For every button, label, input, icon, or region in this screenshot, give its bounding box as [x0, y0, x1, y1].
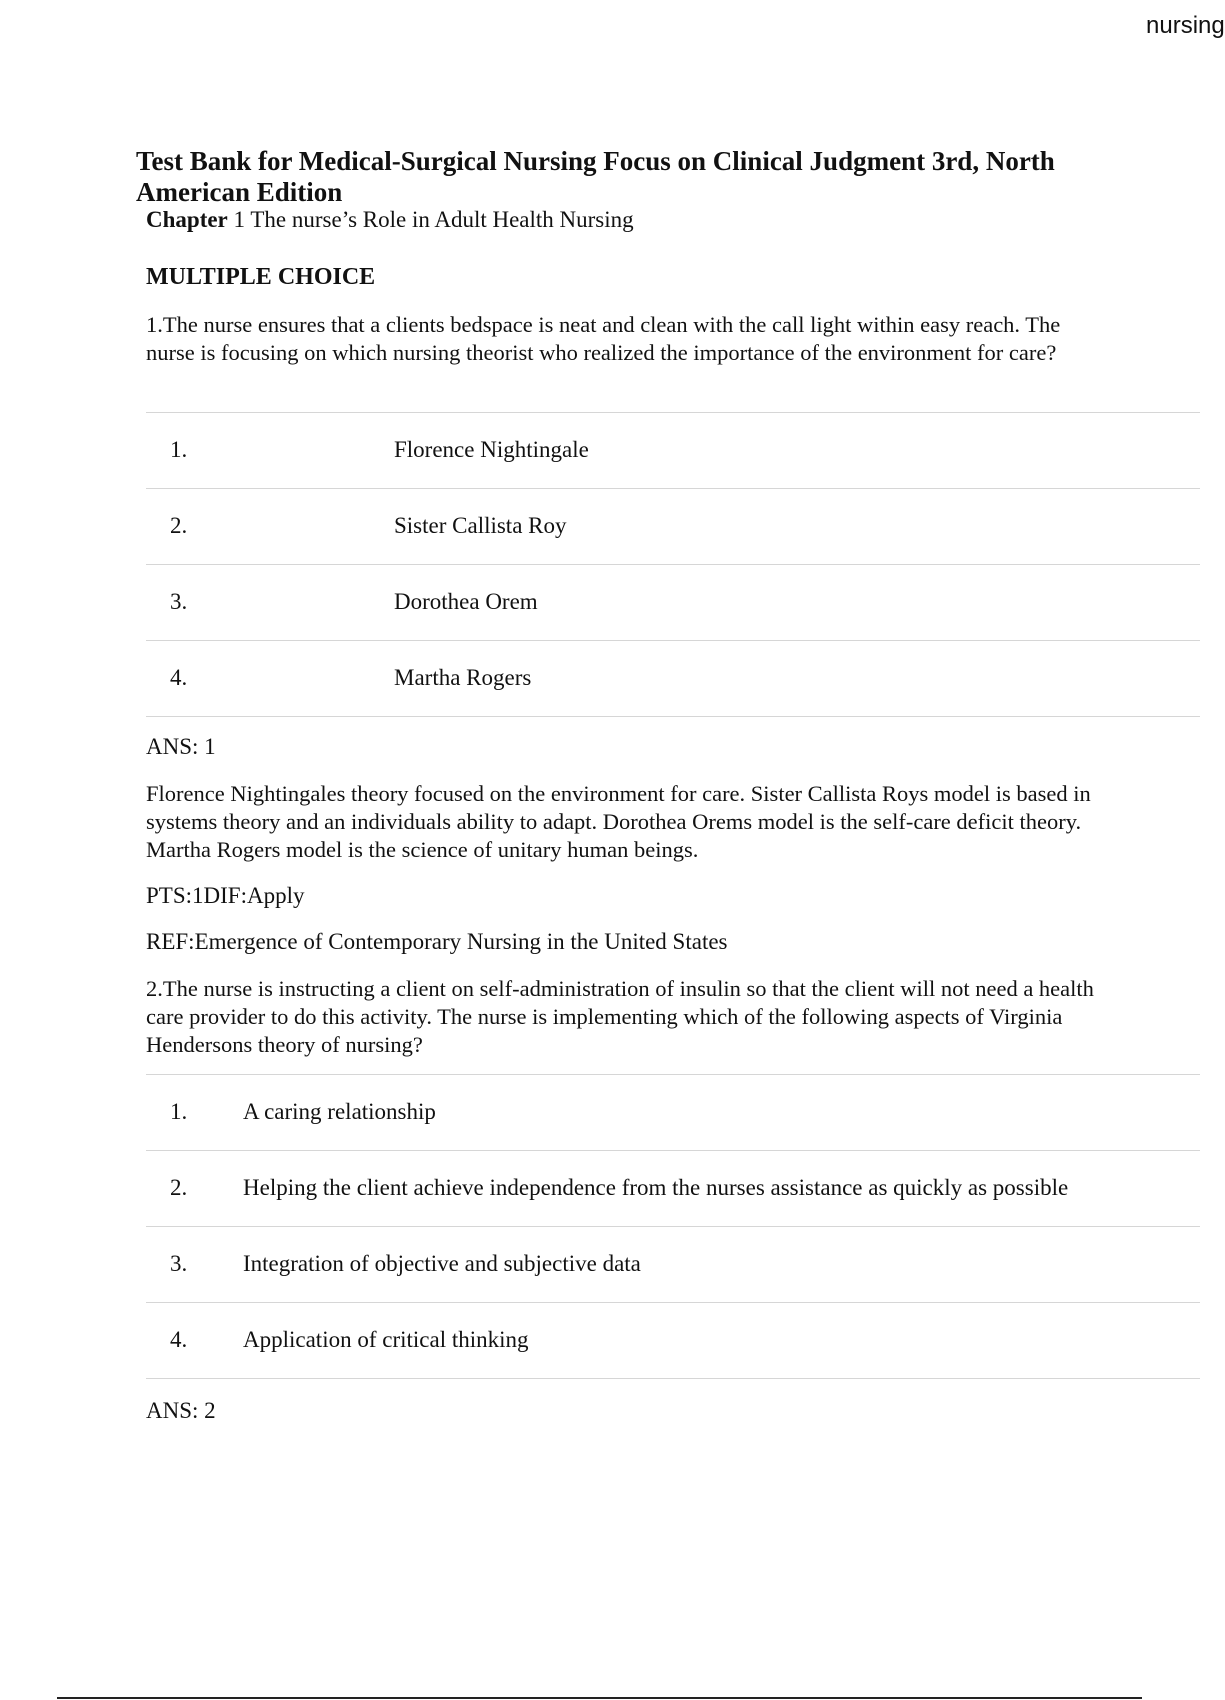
option-row	[146, 413, 1200, 489]
option-row	[146, 641, 1200, 717]
question-1-rationale: Florence Nightingales theory focused on the environment for care. Sister Callista Roys model is based in systems theory and an individuals ability to adapt. Dorothea Orems model is the self-care deficit theory. Martha Rogers model is the science of unitary human beings.	[146, 781, 1091, 862]
option-number: 3.	[170, 1251, 188, 1276]
option-text: Integration of objective and subjective data	[243, 1251, 641, 1276]
option-number: 2.	[170, 1175, 188, 1200]
question-2-stem: 2.The nurse is instructing a client on self-administration of insulin so that the client will not need a health care provider to do this activity. The nurse is implementing which of the following aspects of Virginia Hendersons theory of nursing?	[146, 976, 1094, 1057]
question-1-reference: REF:Emergence of Contemporary Nursing in the United States	[146, 929, 728, 954]
question-1-points: PTS:1DIF:Apply	[146, 883, 305, 908]
page-bottom-divider	[57, 1697, 1142, 1699]
chapter-label: Chapter	[146, 207, 228, 232]
option-row	[146, 1227, 1200, 1303]
section-heading: MULTIPLE CHOICE	[146, 264, 376, 290]
option-row	[146, 1303, 1200, 1379]
option-number: 3.	[170, 589, 188, 614]
question-1-stem: 1.The nurse ensures that a clients bedspace is neat and clean with the call light within easy reach. The nurse is focusing on which nursing theorist who realized the importance of the environment for care?	[146, 312, 1061, 365]
option-row	[146, 565, 1200, 641]
option-number: 1.	[170, 1099, 188, 1124]
option-number: 4.	[170, 1327, 188, 1352]
document-title: Test Bank for Medical-Surgical Nursing Focus on Clinical Judgment 3rd, North American Edition	[136, 146, 1055, 207]
question-2-options	[146, 1074, 1200, 1379]
question-1-answer: ANS: 1	[146, 734, 216, 759]
option-number: 1.	[170, 437, 188, 462]
chapter-line	[146, 207, 634, 233]
option-text: Application of critical thinking	[243, 1327, 529, 1352]
option-text: A caring relationship	[243, 1099, 436, 1124]
chapter-text: 1 The nurse’s Role in Adult Health Nursing	[233, 207, 634, 232]
option-text: Martha Rogers	[394, 665, 532, 690]
option-number: 2.	[170, 513, 188, 538]
option-number: 4.	[170, 665, 188, 690]
option-text: Florence Nightingale	[394, 437, 589, 462]
option-row	[146, 1151, 1200, 1227]
option-text: Helping the client achieve independence from the nurses assistance as quickly as possible	[243, 1175, 1069, 1200]
option-row	[146, 1075, 1200, 1151]
option-text: Dorothea Orem	[394, 589, 538, 614]
option-row	[146, 489, 1200, 565]
question-1-options	[146, 412, 1200, 717]
question-2-answer: ANS: 2	[146, 1398, 216, 1423]
header-corner-text: nursing	[1146, 12, 1225, 39]
option-text: Sister Callista Roy	[394, 513, 567, 538]
